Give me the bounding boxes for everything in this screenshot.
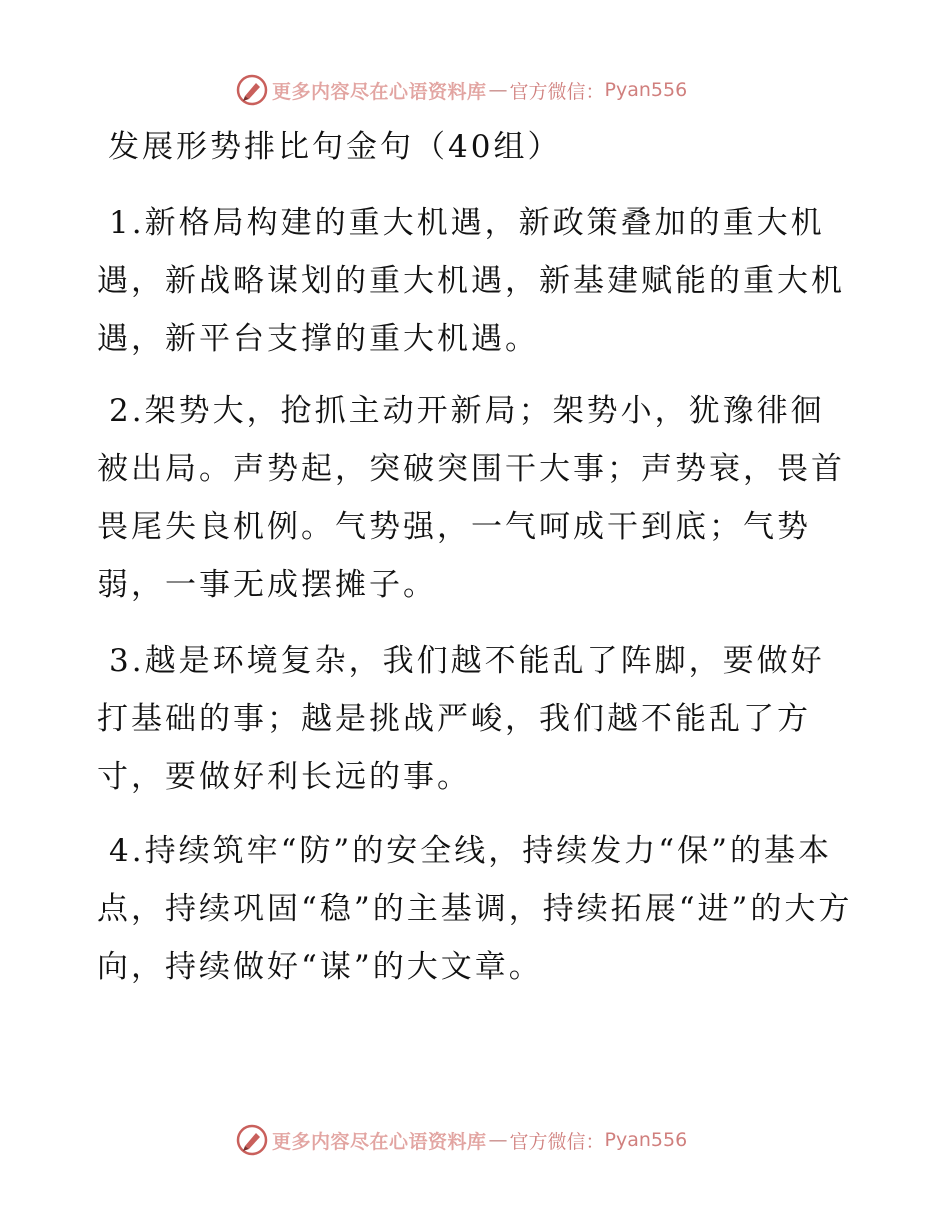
watermark-text: 更多内容尽在心语资料库 — [272, 1130, 487, 1153]
watermark-wechat-id: Pyan556 — [604, 79, 688, 101]
footer-watermark — [236, 1123, 687, 1157]
watermark-separator: — — [488, 79, 508, 101]
logo-icon — [236, 1124, 268, 1156]
paragraph-1: 1.新格局构建的重大机遇，新政策叠加的重大机遇，新战略谋划的重大机遇，新基建赋能的重大机遇，新平台支撑的重大机遇。 — [97, 205, 845, 357]
page-title: 发展形势排比句金句（40组） — [108, 129, 562, 165]
watermark-text: 更多内容尽在心语资料库 — [272, 80, 487, 103]
logo-icon — [236, 74, 268, 106]
header-watermark — [236, 73, 687, 107]
watermark-official-label: 官方微信： — [509, 1130, 605, 1153]
watermark-separator: — — [488, 1129, 508, 1151]
watermark-wechat-id: Pyan556 — [604, 1129, 688, 1151]
paragraph-3: 3.越是环境复杂，我们越不能乱了阵脚，要做好打基础的事；越是挑战严峻，我们越不能乱了方寸，要做好利长远的事。 — [97, 643, 825, 795]
paragraph-4: 4.持续筑牢“防”的安全线，持续发力“保”的基本点，持续巩固“稳”的主基调，持续拓展“进”的大方向，持续做好“谋”的大文章。 — [97, 833, 853, 985]
paragraph-2: 2.架势大，抢抓主动开新局；架势小，犹豫徘徊被出局。声势起，突破突围干大事；声势衰，畏首畏尾失良机例。气势强，一气呵成干到底；气势弱，一事无成摆摊子。 — [97, 393, 845, 603]
watermark-official-label: 官方微信： — [509, 80, 605, 103]
